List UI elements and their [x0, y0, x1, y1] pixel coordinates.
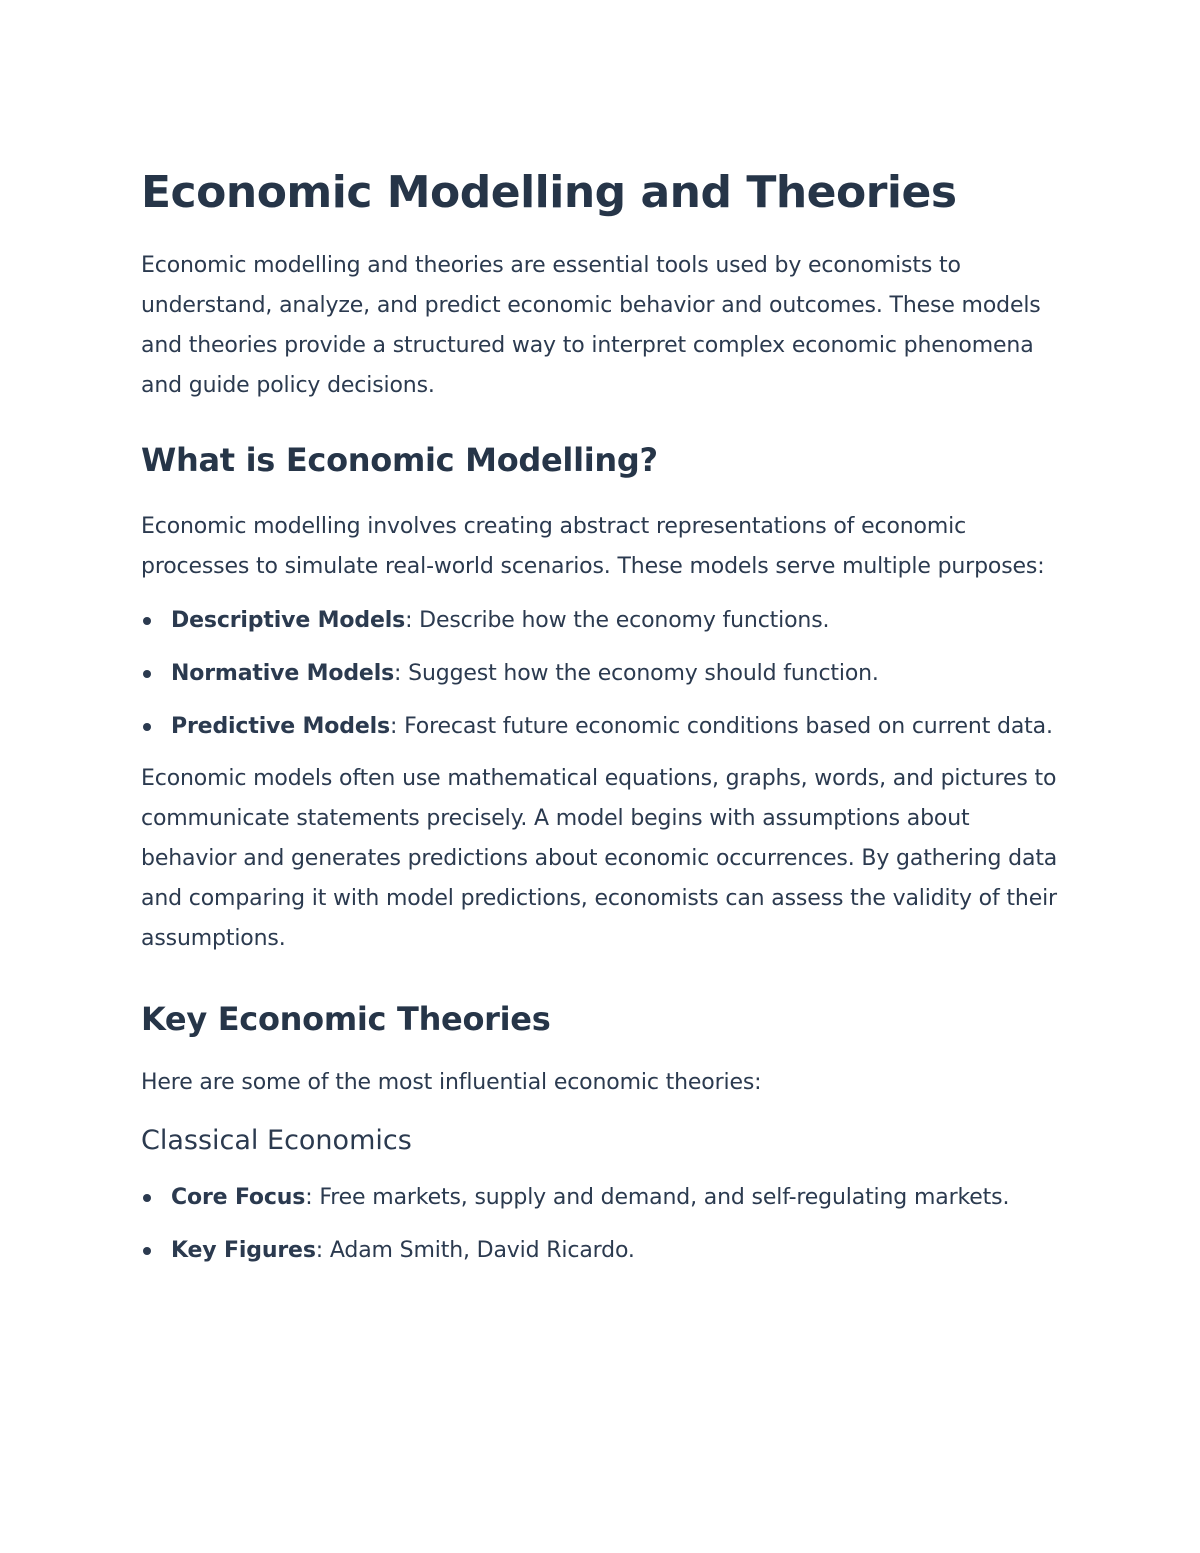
list-item-text: : Adam Smith, David Ricardo. — [315, 1238, 635, 1263]
list-item-term: Key Figures — [171, 1238, 316, 1263]
theories-intro-paragraph: Here are some of the most influential economic theories: — [141, 1070, 762, 1095]
list-item-term: Normative Models — [171, 661, 395, 686]
list-item — [141, 654, 1071, 694]
bullet-icon — [143, 617, 151, 625]
bullet-icon — [143, 1194, 151, 1202]
list-item-text: : Forecast future economic conditions based on current data. — [389, 714, 1053, 739]
subsection-heading-classical: Classical Economics — [141, 1125, 412, 1156]
classical-economics-list — [141, 1178, 1071, 1271]
bullet-icon — [143, 1247, 151, 1255]
section-heading-key-theories: Key Economic Theories — [141, 1000, 551, 1038]
bullet-icon — [143, 723, 151, 731]
models-explanation-paragraph: Economic models often use mathematical equations, graphs, words, and pictures to communicate statements precisely. A model begins with assumptions about behavior and generates predictions about economic occurrences. By gathering data and comparing it with model predictions, economists can assess the validity of their assumptions. — [141, 766, 1058, 951]
list-item-term: Descriptive Models — [171, 608, 406, 633]
bullet-icon — [143, 670, 151, 678]
modelling-paragraph: Economic modelling involves creating abstract representations of economic processes to simulate real-world scenarios. These models serve multiple purposes: — [141, 514, 1045, 579]
list-item — [141, 601, 1071, 641]
document-page — [141, 160, 1071, 1271]
list-item — [141, 707, 1071, 747]
section-heading-economic-modelling: What is Economic Modelling? — [141, 441, 658, 479]
document-title: Economic Modelling and Theories — [141, 167, 957, 218]
list-item-term: Core Focus — [171, 1185, 306, 1210]
intro-paragraph: Economic modelling and theories are essential tools used by economists to understand, analyze, and predict economic behavior and outcomes. These models and theories provide a structured way to interpret complex economic phenomena and guide policy decisions. — [141, 253, 1041, 398]
model-types-list — [141, 601, 1071, 747]
list-item — [141, 1231, 1071, 1271]
list-item-text: : Describe how the economy functions. — [405, 608, 830, 633]
list-item-text: : Suggest how the economy should function. — [394, 661, 879, 686]
list-item-term: Predictive Models — [171, 714, 390, 739]
list-item-text: : Free markets, supply and demand, and self-regulating markets. — [305, 1185, 1010, 1210]
list-item — [141, 1178, 1071, 1218]
